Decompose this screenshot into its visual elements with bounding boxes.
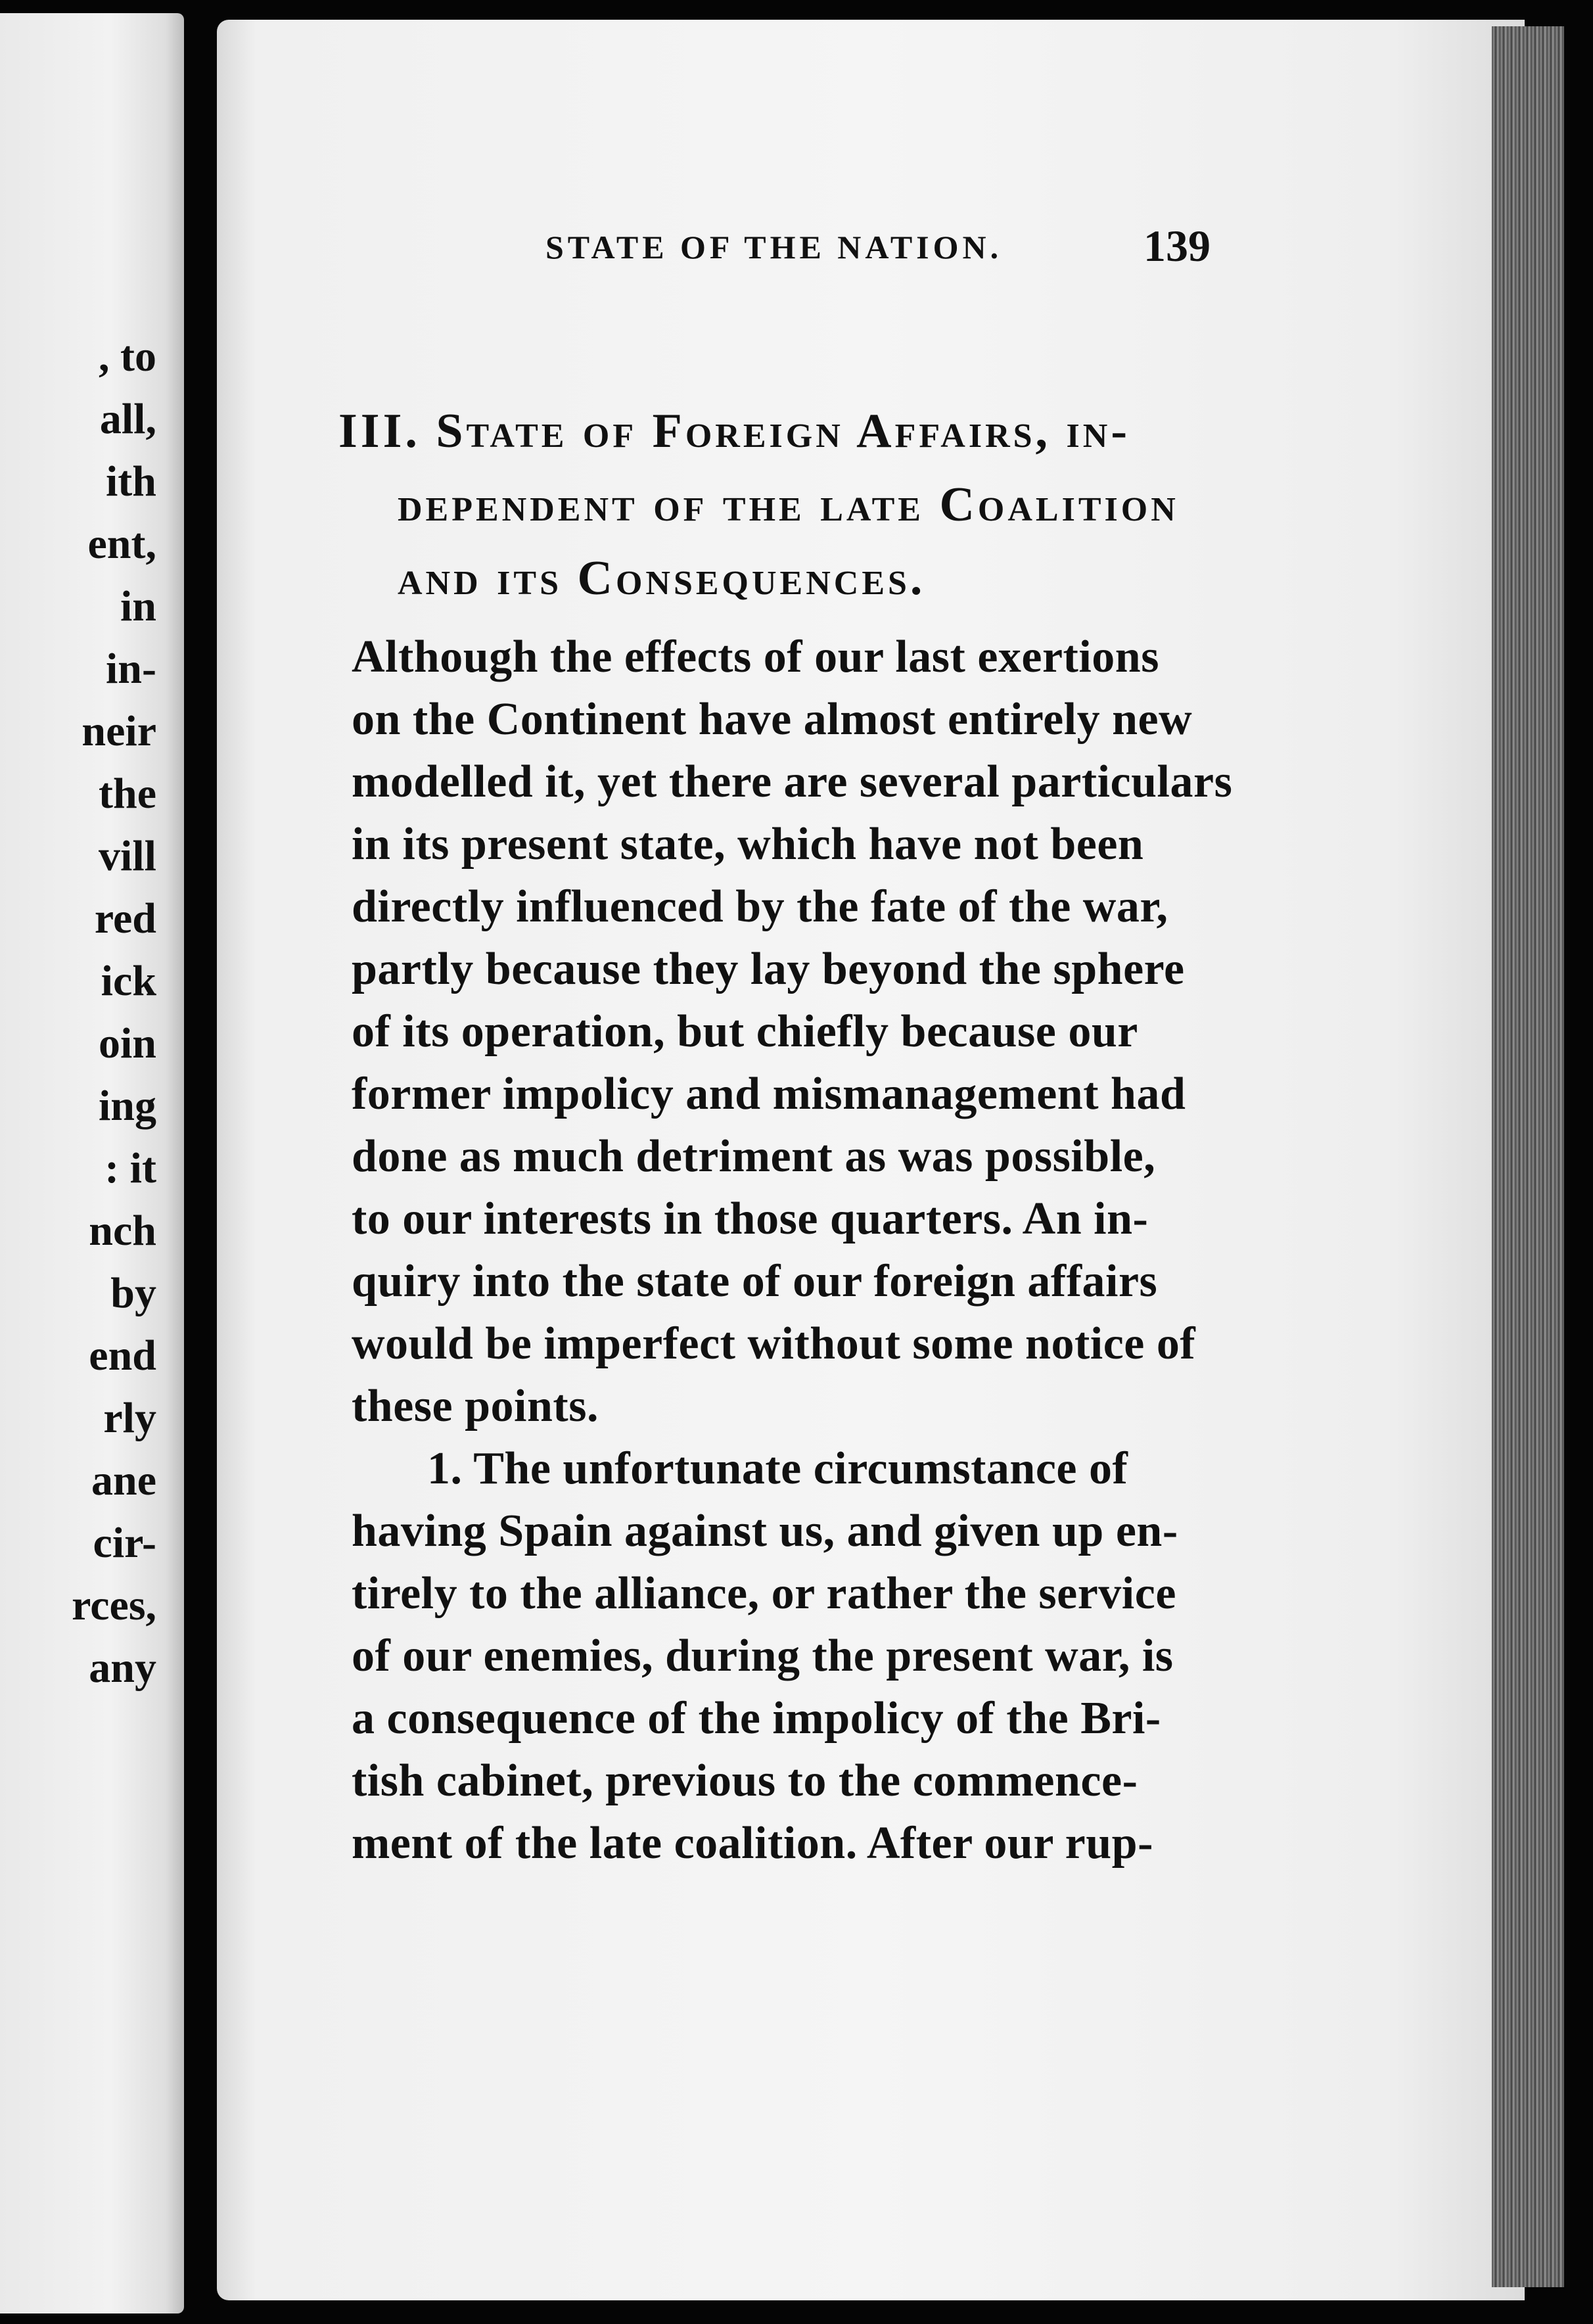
body-text-line: of our enemies, during the present war, is	[352, 1631, 1174, 1681]
page-stack-edge	[1492, 26, 1564, 2287]
facing-page-fragment: the	[99, 770, 156, 818]
facing-page-fragment: , to	[99, 333, 156, 381]
body-text-line: in its present state, which have not been	[352, 819, 1144, 870]
body-text-line: having Spain against us, and given up en-	[352, 1506, 1178, 1556]
body-text-line: to our interests in those quarters. An in-	[352, 1194, 1149, 1244]
facing-page-fragment: in-	[105, 645, 156, 693]
body-text-line: former impolicy and mismanagement had	[352, 1069, 1186, 1119]
body-text-line: would be imperfect without some notice of	[352, 1318, 1196, 1369]
running-head-title: STATE OF THE NATION.	[545, 229, 1003, 266]
body-text-line: of its operation, but chiefly because our	[352, 1006, 1138, 1057]
facing-page-fragment: cir-	[93, 1519, 156, 1567]
body-text-line: modelled it, yet there are several particulars	[352, 756, 1233, 807]
facing-page-fragment: all,	[99, 395, 156, 443]
body-text-line: tish cabinet, previous to the commence-	[352, 1755, 1138, 1806]
body-text-line: Although the effects of our last exertions	[352, 632, 1159, 682]
running-head	[329, 220, 1249, 273]
facing-page-fragment: nch	[89, 1207, 156, 1255]
section-heading-line: III. State of Foreign Affairs, in-	[338, 404, 1130, 458]
facing-page-fragment: ane	[91, 1456, 156, 1504]
facing-page-fragment: red	[94, 895, 156, 942]
facing-page-fragment: by	[110, 1269, 156, 1317]
facing-page-fragment: ick	[101, 957, 156, 1005]
body-text-line: on the Continent have almost entirely new	[352, 694, 1193, 745]
body-text-line: a consequence of the impolicy of the Bri-	[352, 1693, 1161, 1744]
facing-page-fragment: neir	[81, 707, 156, 755]
body-text-line: 1. The unfortunate circumstance of	[427, 1443, 1128, 1494]
body-text-line: partly because they lay beyond the sphere	[352, 944, 1185, 994]
body-text-line: tirely to the alliance, or rather the service	[352, 1568, 1176, 1619]
facing-page-fragment: vill	[98, 832, 156, 880]
section-heading	[338, 394, 1324, 615]
section-heading-line: dependent of the late Coalition	[398, 478, 1179, 532]
body-text-line: quiry into the state of our foreign affairs	[352, 1256, 1158, 1307]
body-text-line: directly influenced by the fate of the war,	[352, 881, 1168, 932]
facing-page-fragment: : it	[104, 1144, 156, 1192]
body-text-line: done as much detriment as was possible,	[352, 1131, 1156, 1182]
body-text-line: these points.	[352, 1381, 599, 1431]
page-number: 139	[1143, 221, 1211, 271]
body-text-line: ment of the late coalition. After our rup-	[352, 1818, 1153, 1869]
facing-page-left	[0, 13, 184, 2313]
facing-page-fragment: any	[89, 1644, 156, 1692]
section-heading-line: and its Consequences.	[398, 551, 926, 605]
facing-page-fragment: end	[89, 1332, 156, 1380]
facing-page-fragment: in	[120, 582, 156, 630]
facing-page-fragment: ith	[105, 457, 156, 505]
facing-page-fragment: ent,	[87, 520, 156, 568]
facing-page-fragment: rces,	[72, 1581, 156, 1629]
facing-page-fragment: oin	[98, 1019, 156, 1067]
facing-page-fragment: ing	[98, 1082, 156, 1130]
facing-page-fragment: rly	[103, 1394, 156, 1442]
scan-border	[1564, 0, 1593, 2324]
